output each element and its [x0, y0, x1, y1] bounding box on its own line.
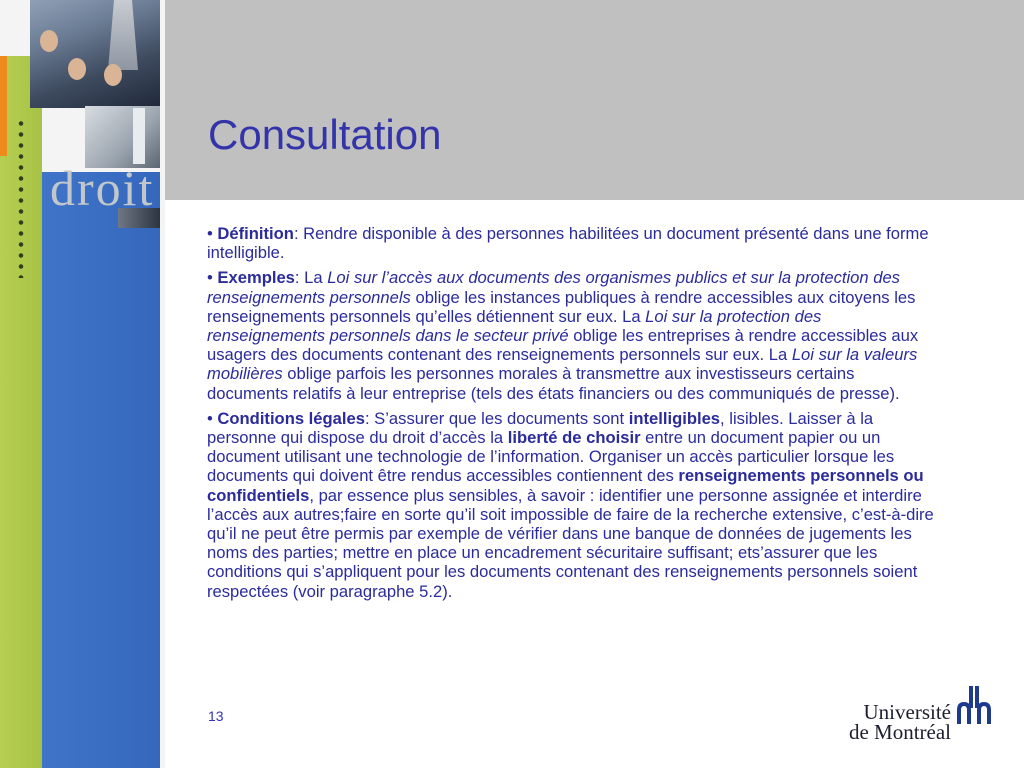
text-run: : S’assurer que les documents sont — [364, 408, 629, 428]
blue-stripe — [42, 172, 160, 768]
bold-text: liberté de choisir — [507, 428, 641, 448]
text-run: oblige les entreprises à rendre accessibles aux usagers des documents contenant des renseignements personnels sur eux. La — [207, 326, 919, 365]
bold-text: renseignements personnels ou confidentiels — [207, 466, 924, 505]
slide-title: Consultation — [208, 111, 442, 158]
bold-text: Définition — [217, 224, 294, 243]
bold-text: Conditions légales — [217, 408, 365, 428]
text-run: , par essence plus sensibles, à savoir : identifier une personne assignée et interdire l’accès aux autres;faire en sorte qu’il soit impossible de faire de la recherche extensive, c’est-à-dire qu’il ne peut être permis par exemple de vérifier dans une banque de données de jugements les noms des parties; mettre en place un encadrement sécuritaire suffisant; ets’assurer que les conditions qui s’appliquent pour les documents contenant des renseignements personnels soient respectées (voir paragraphe 5.2). — [207, 485, 934, 601]
logo-line-2: de Montréal — [848, 720, 951, 744]
slide-content-list — [207, 224, 937, 607]
udem-emblem-icon — [955, 686, 993, 724]
orange-stripe — [0, 56, 7, 156]
italic-text: Loi sur la protection des renseignements personnels dans le secteur privé — [207, 306, 822, 346]
person-face — [104, 64, 122, 86]
header-band — [165, 0, 1024, 200]
logo-line-1: Université — [863, 700, 951, 724]
bold-text: intelligibles — [628, 408, 721, 428]
person-face — [68, 58, 86, 80]
students-photo — [30, 0, 160, 108]
bullet-item — [207, 268, 937, 402]
text-run: : La — [294, 268, 328, 288]
bullet-item — [207, 224, 937, 262]
text-run: entre un document papier ou un document utilisant une technologie de l’information. Organiser un accès particulier lorsque les documents qui doivent être rendus accessibles contiennent des — [207, 428, 895, 486]
logo-wordmark — [849, 702, 951, 742]
text-run: oblige parfois les personnes morales à transmettre aux investisseurs certains documents relatifs à leur entreprise (tels des états financiers ou des communiqués de presse). — [207, 364, 900, 403]
italic-text: Loi sur la valeurs mobilières — [207, 345, 918, 384]
text-run: oblige les instances publiques à rendre accessibles aux citoyens les renseignements personnels qu’elles détiennent sur eux. La — [207, 287, 916, 326]
decorative-side-panel — [0, 0, 165, 768]
bold-text: Exemples — [217, 268, 295, 288]
bullet-item — [207, 409, 937, 601]
page-number: 13 — [208, 708, 224, 724]
italic-text: Loi sur l’accès aux documents des organismes publics et sur la protection des renseignements personnels — [207, 268, 900, 307]
tower-shape — [108, 0, 138, 70]
text-run: : Rendre disponible à des personnes habilitées un document présenté dans une forme intelligible. — [207, 224, 929, 263]
droit-watermark: droit — [50, 160, 155, 216]
dotted-line-decoration — [18, 118, 24, 278]
universite-de-montreal-logo — [830, 680, 995, 750]
tower-shape — [133, 108, 145, 164]
text-run: , lisibles. Laisser à la personne qui dispose du droit d’accès la — [207, 408, 874, 448]
person-face — [40, 30, 58, 52]
